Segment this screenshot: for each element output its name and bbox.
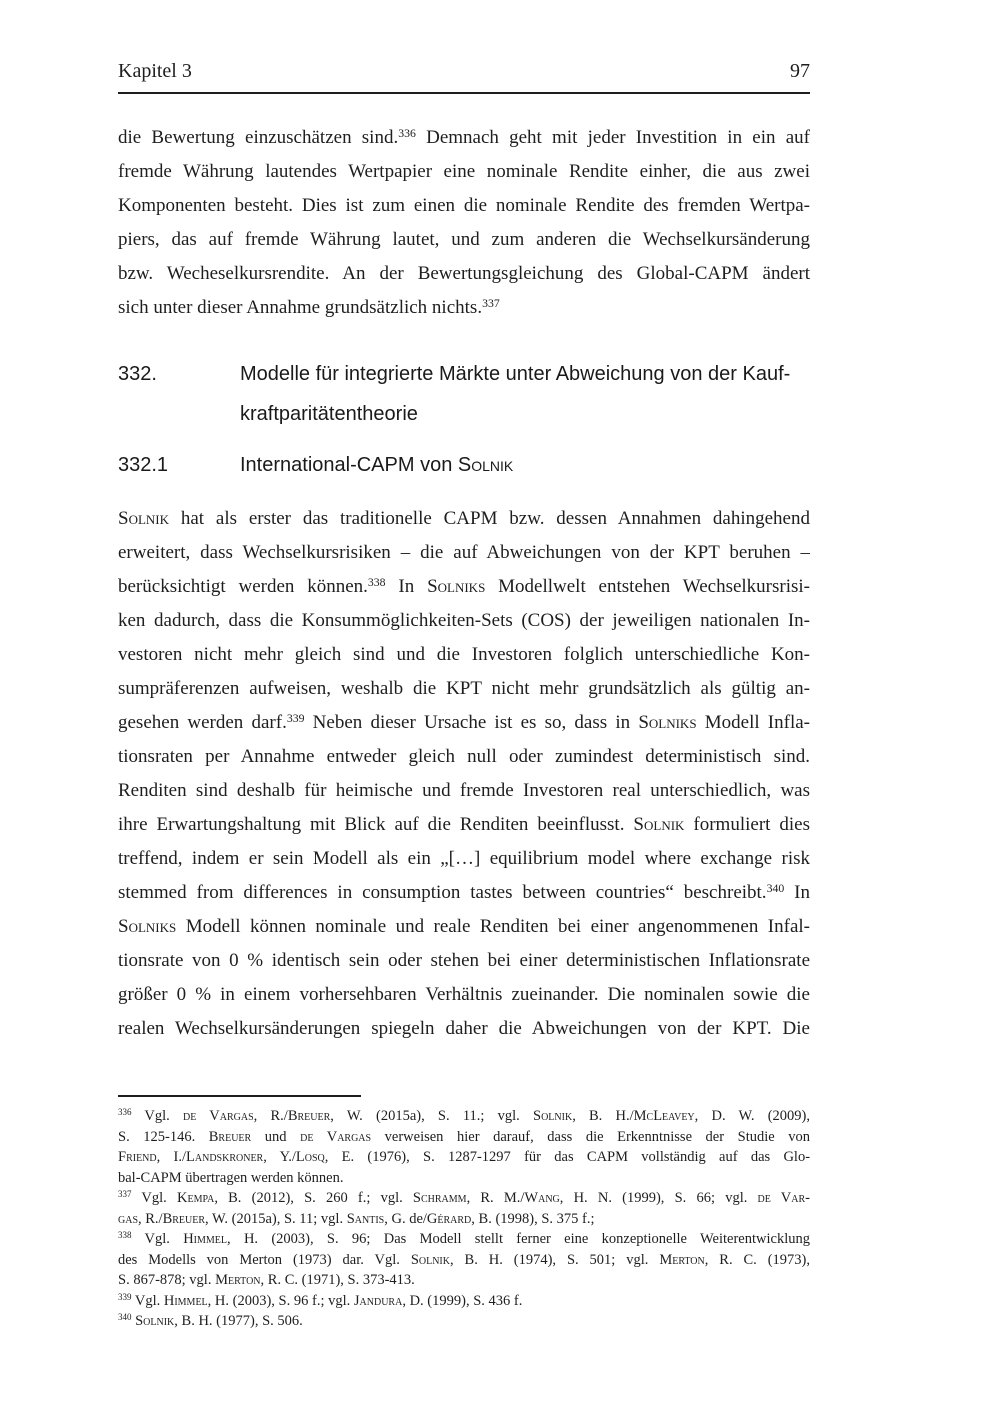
text-run: International-CAPM von [240,454,458,476]
superscript-footnote-number: 340 [118,1312,132,1323]
text-run: kraftparitätentheorie [240,403,418,425]
text-line [118,1291,810,1312]
text-line [118,502,810,536]
text-run: bzw. Wecheselkursrendite. An der Bewertungsgleichung des Global-CAPM ändert [118,263,810,284]
text-run: ken dadurch, dass die Konsummöglichkeiten-Sets (COS) der jeweiligen nationalen In- [118,610,810,631]
text-run: , H. N. (1999), S. 66; vgl. [559,1190,758,1206]
small-caps-name: Solnik [410,1251,450,1268]
text-run: , B. H. (1977), S. 506. [174,1313,303,1329]
superscript-footnote-number: 336 [398,126,416,140]
small-caps-name: Gérard [426,1210,472,1227]
small-caps-name: Losq [295,1149,325,1165]
small-caps-name: Solniks [638,712,697,733]
text-run: tionsrate von 0 % identisch sein oder stehen bei einer deterministischen Inflationsrate [118,950,810,971]
superscript-footnote-number: 340 [766,881,785,895]
text-run: S. 867-878; vgl. [118,1272,216,1288]
paragraph-2 [118,502,810,1046]
small-caps-name: Solnik [633,814,685,835]
small-caps-name: Solnik [533,1108,573,1124]
small-caps-name: Breuer [287,1108,331,1124]
text-run: gesehen werden darf. [118,712,287,733]
text-line [240,447,810,483]
text-run: und [251,1128,301,1145]
text-run: Demnach geht mit jeder Investition in ein auf [415,127,810,148]
text-run: , G. de/ [384,1210,427,1227]
text-run: Modelle für integrierte Märkte unter Abweichung von der Kauf- [240,363,791,385]
small-caps-name: Solniks [427,576,486,597]
small-caps-name: Jandura [353,1292,403,1309]
text-run: Neben dieser Ursache ist es so, dass in [304,712,639,733]
section-heading-332 [118,354,810,434]
small-caps-name: gas [118,1210,139,1227]
footnote-separator-rule [118,1095,361,1097]
text-line [118,570,810,604]
text-run: vestoren nicht mehr gleich sind und die Investoren folglich unterschiedliche Kon- [118,644,810,665]
text-line [118,257,810,291]
text-run: verweisen hier darauf, dass die Erkenntnisse der Studie von [371,1128,810,1145]
footnote-337 [118,1188,810,1229]
superscript-footnote-number: 336 [118,1107,132,1118]
text-run: größer 0 % in einem vorhersehbaren Verhältnis zueinander. Die nominalen sowie die [118,984,810,1005]
text-line [118,808,810,842]
text-run: Komponenten besteht. Dies ist zum einen die nominale Rendite des fremden Wertpa- [118,195,810,216]
footnote-340 [118,1311,810,1332]
footnotes-section [118,1095,810,1332]
text-line [118,291,810,325]
text-line [118,1147,810,1168]
text-line [118,1229,810,1250]
text-run: realen Wechselkursänderungen spiegeln daher die Abweichungen von der KPT. Die [118,1018,810,1039]
small-caps-name: Schramm [412,1190,467,1206]
small-caps-name: Himmel [183,1231,228,1247]
superscript-footnote-number: 338 [118,1230,132,1241]
text-run: , R. C. (1973), [704,1251,810,1268]
text-run: , B. H. (1974), S. 501; vgl. [449,1251,660,1268]
text-line [118,223,810,257]
text-run: , I./ [156,1149,187,1165]
text-run: Modellwelt entstehen Wechselkursrisi- [485,576,810,597]
section-title-332-1 [240,447,810,483]
text-run: , Y./ [263,1149,296,1165]
text-run: In [385,576,428,597]
text-line [118,910,810,944]
small-caps-name: Solnik [457,454,514,476]
small-caps-name: Breuer [162,1210,206,1227]
small-caps-name: Himmel [163,1292,208,1309]
chapter-label: Kapitel 3 [118,60,192,82]
text-line [118,1311,810,1332]
text-run: , W. (2015a), S. 11.; vgl. [330,1108,534,1124]
text-line [118,774,810,808]
text-run: Vgl. [131,1108,184,1124]
text-run: , D. W. (2009), [694,1108,810,1124]
text-run: , B. (2012), S. 260 f.; vgl. [214,1190,413,1206]
text-run: , B. H./ [572,1108,634,1124]
text-run: , R./ [138,1210,163,1227]
text-run: Vgl. [131,1292,164,1309]
section-number-332-1: 332.1 [118,454,169,476]
small-caps-name: McLeavey [633,1108,695,1124]
paragraph-1 [118,121,810,325]
text-line [118,1106,810,1127]
text-run: Vgl. [131,1190,177,1206]
text-run: Vgl. [131,1231,184,1247]
small-caps-name: Wang [524,1190,560,1206]
footnote-338 [118,1229,810,1291]
text-run: , W. (2015a), S. 11; vgl. [205,1210,347,1227]
small-caps-name: Breuer [208,1128,252,1145]
text-run: , R. C. (1971), S. 373-413. [260,1272,415,1288]
text-run: , B. (1998), S. 375 f.; [471,1210,595,1227]
text-run: , H. (2003), S. 96; Das Modell stellt ferner eine konzeptionelle Weiterentwicklung [227,1231,810,1247]
small-caps-name: Merton [659,1251,705,1268]
text-line [118,1209,810,1230]
text-line [118,1270,810,1291]
text-line [118,638,810,672]
footnote-339 [118,1291,810,1312]
text-run: , H. (2003), S. 96 f.; vgl. [207,1292,354,1309]
section-number-332: 332. [118,363,157,385]
text-run: fremde Währung lautendes Wertpapier eine nominale Rendite einher, die aus zwei [118,161,810,182]
section-title-332 [240,354,810,434]
text-line [240,394,810,434]
superscript-footnote-number: 339 [286,711,305,725]
text-run: hat als erster das traditionelle CAPM bzw. dessen Annahmen dahingehend [169,508,810,529]
superscript-footnote-number: 337 [118,1189,132,1200]
text-run: tionsraten per Annahme entweder gleich null oder zumindest deterministisch sind. [118,746,810,767]
text-run: Renditen sind deshalb für heimische und fremde Investoren real unterschiedlich, was [118,780,810,801]
small-caps-name: Solniks [118,916,177,937]
text-run: sich unter dieser Annahme grundsätzlich nichts. [118,297,483,318]
text-line [118,189,810,223]
text-line [118,1127,810,1148]
text-run: S. 125-146. [118,1128,209,1145]
text-run: Modell Infla- [696,712,810,733]
superscript-footnote-number: 337 [482,296,500,310]
text-line [118,1188,810,1209]
page-header [118,60,810,94]
small-caps-name: Solnik [118,508,170,529]
text-run: , D. (1999), S. 436 f. [402,1292,523,1309]
footnote-336 [118,1106,810,1188]
text-line [118,1012,810,1046]
text-run: Modell können nominale und reale Renditen bei einer angenommenen Infal- [176,916,810,937]
text-line [240,354,810,394]
text-line [118,672,810,706]
text-run: des Modells von Merton (1973) dar. Vgl. [118,1251,411,1268]
text-run: ihre Erwartungshaltung mit Blick auf die Renditen beeinflusst. [118,814,634,835]
superscript-footnote-number: 339 [118,1291,132,1302]
text-run: berücksichtigt werden können. [118,576,368,597]
text-line [118,1250,810,1271]
text-run: stemmed from differences in consumption tastes between countries“ beschreibt. [118,882,767,903]
text-line [118,740,810,774]
small-caps-name: de Var- [757,1190,810,1206]
text-line [118,536,810,570]
text-line [118,121,810,155]
small-caps-name: Landskroner [186,1149,264,1165]
text-line [118,944,810,978]
text-line [118,604,810,638]
text-run: , E. (1976), S. 1287-1297 für das CAPM vollständig auf das Glo- [324,1149,810,1165]
small-caps-name: Solnik [135,1313,175,1329]
text-run: sumpräferenzen aufweisen, weshalb die KPT nicht mehr grundsätzlich als gültig an- [118,678,810,699]
text-line [118,155,810,189]
text-line [118,842,810,876]
small-caps-name: de Vargas [300,1128,372,1145]
text-line [118,706,810,740]
text-run: formuliert dies [684,814,810,835]
text-line [118,1168,810,1189]
page-number: 97 [790,60,810,82]
small-caps-name: Friend [118,1149,157,1165]
small-caps-name: de Vargas [183,1108,254,1124]
text-run: erweitert, dass Wechselkursrisiken – die auf Abweichungen von der KPT beruhen – [118,542,810,563]
text-run: die Bewertung einzuschätzen sind. [118,127,399,148]
section-heading-332-1 [118,447,810,483]
small-caps-name: Merton [215,1272,261,1288]
text-line [118,876,810,910]
small-caps-name: Santis [346,1210,385,1227]
text-run: bal-CAPM übertragen werden können. [118,1169,344,1186]
text-line [118,978,810,1012]
text-run: piers, das auf fremde Währung lautet, und zum anderen die Wechselkursänderung [118,229,810,250]
text-run: treffend, indem er sein Modell als ein „[…] equilibrium model where exchange risk [118,848,810,869]
text-run: , R./ [253,1108,288,1124]
small-caps-name: Kempa [176,1190,215,1206]
text-run: In [784,882,810,903]
text-run: , R. M./ [466,1190,525,1206]
superscript-footnote-number: 338 [367,575,386,589]
